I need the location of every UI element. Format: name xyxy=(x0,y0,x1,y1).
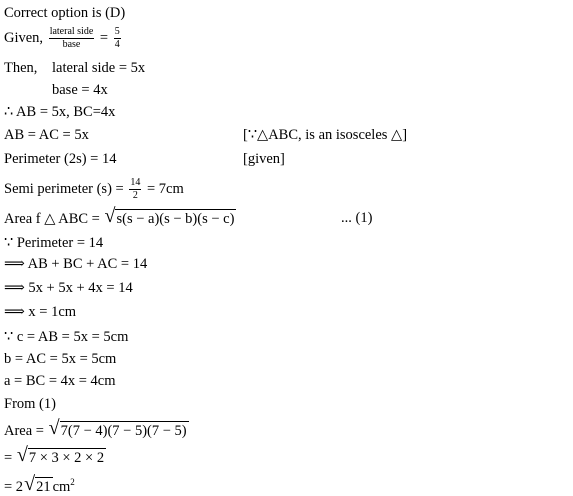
area-radical xyxy=(104,205,236,228)
area-radicand: s(s − a)(s − b)(s − c) xyxy=(116,211,235,227)
lateral-side-value: lateral side = 5x xyxy=(52,60,146,76)
given-ratio-fraction xyxy=(114,26,121,51)
then-label: Then, xyxy=(4,60,38,76)
c-value-line: ∵ c = AB = 5x = 5cm xyxy=(4,329,129,345)
product-radical xyxy=(16,444,106,467)
therefore-line: ∴ AB = 5x, BC=4x xyxy=(4,104,116,120)
given-denominator: base xyxy=(62,39,81,50)
since-perimeter-line: ∵ Perimeter = 14 xyxy=(4,235,104,251)
area-substitution-line xyxy=(4,417,189,440)
semi-prefix: Semi perimeter (s) = xyxy=(4,180,124,197)
perimeter-reason: [given] xyxy=(243,151,285,167)
base-value: base = 4x xyxy=(52,82,108,98)
given-line xyxy=(4,26,123,51)
area-formula-line xyxy=(4,205,236,228)
final-radicand: 21 xyxy=(36,479,51,495)
semi-fraction xyxy=(129,177,141,202)
semi-perimeter-line xyxy=(4,177,184,202)
perimeter-line: Perimeter (2s) = 14 xyxy=(4,151,117,167)
area2-prefix: Area = xyxy=(4,423,44,439)
area-prefix: Area f △ ABC = xyxy=(4,211,100,227)
area2-radicand: 7(7 − 4)(7 − 5)(7 − 5) xyxy=(60,423,187,439)
ratio-denominator: 4 xyxy=(114,39,120,50)
equation-ref: ... (1) xyxy=(341,210,373,226)
correct-option-line: Correct option is (D) xyxy=(4,5,126,21)
then-line xyxy=(4,59,37,77)
final-prefix: = 2 xyxy=(4,479,24,495)
final-unit: cm xyxy=(52,479,71,495)
implies-line-3: ⟹ x = 1cm xyxy=(4,304,77,320)
eq-prefix: = xyxy=(4,450,13,466)
ratio-numerator: 5 xyxy=(114,26,120,37)
given-fraction xyxy=(49,26,95,51)
isosceles-reason: [∵△ABC, is an isosceles △] xyxy=(243,127,408,143)
final-exponent: 2 xyxy=(70,477,75,487)
given-numerator: lateral side xyxy=(49,26,94,37)
implies-line-1: ⟹ AB + BC + AC = 14 xyxy=(4,256,148,272)
a-value-line: a = BC = 4x = 4cm xyxy=(4,373,116,389)
ab-ac-line: AB = AC = 5x xyxy=(4,127,89,143)
product-radicand: 7 × 3 × 2 × 2 xyxy=(28,450,105,466)
from-line: From (1) xyxy=(4,396,56,412)
area2-radical xyxy=(48,417,189,440)
radical-sign: √ xyxy=(16,444,28,466)
radical-sign: √ xyxy=(24,473,36,495)
b-value-line: b = AC = 5x = 5cm xyxy=(4,351,117,367)
given-equals: = xyxy=(99,29,109,46)
semi-suffix: = 7cm xyxy=(146,180,184,197)
product-line xyxy=(4,444,106,467)
final-radical xyxy=(24,473,53,496)
given-prefix: Given, xyxy=(4,29,44,46)
radical-sign: √ xyxy=(104,205,116,227)
implies-line-2: ⟹ 5x + 5x + 4x = 14 xyxy=(4,280,133,296)
semi-denominator: 2 xyxy=(132,190,138,201)
semi-numerator: 14 xyxy=(130,177,141,188)
radical-sign: √ xyxy=(48,417,60,439)
